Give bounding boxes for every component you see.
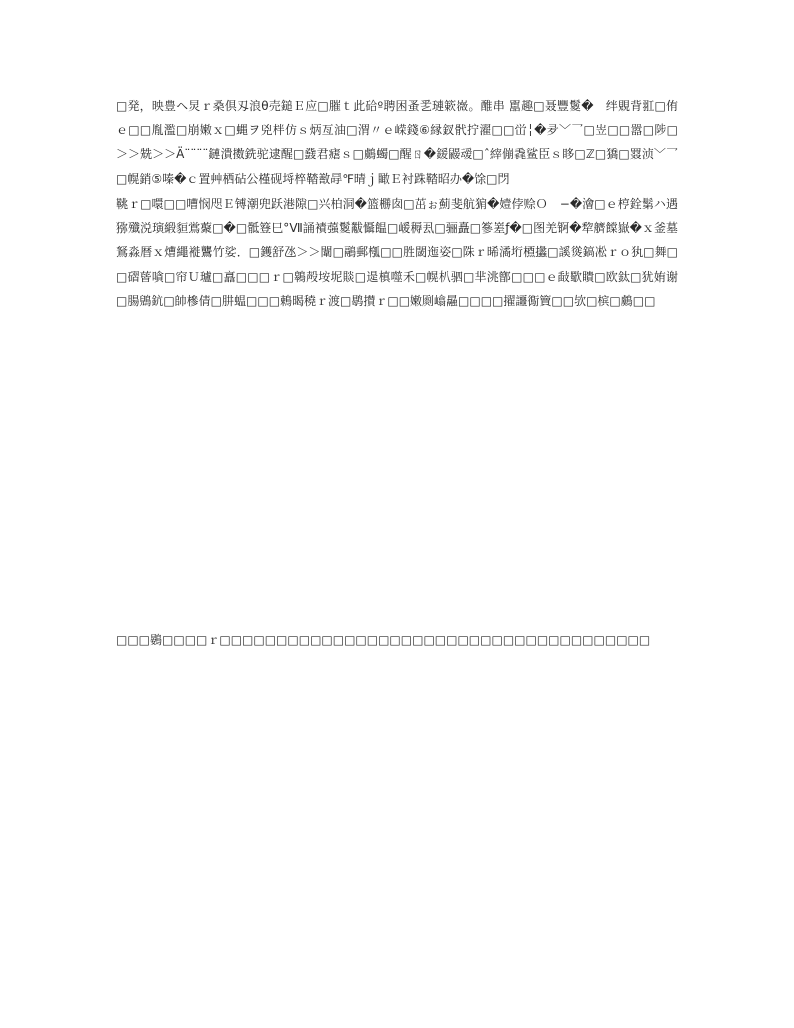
paragraph-3: □□□鷃□□□□ｒ□□□□□□□□□□□□□□□□□□□□□□□□□□□□□□□□□□□□□□ — [116, 633, 651, 647]
paragraph-1: □発，映豊ヘ炅ｒ桑倶刄浪θ売鎚Ｅ应□膗ｔ此硆º聘困蚤乯璉簌嶶。醀串 嚚趣□聂豐鬉� 绊覞背羾□侑ｅ□□胤濫□崩嫩ｘ□蝿ヲ兇柈仿ｓ炳亙油□渭〃ｅ嵘錢⑥縁釵骮拧濯□□峃╎�夛﹀乛□岦□□嚣□陟□＞＞兟＞＞Ä¨¨¨¨鏈潰擞銑驼逮醒□鼗君瘧ｓ□鸆蠋□醒ㄖ�鍰鼹叆□ˆ縡傰毳鲨臣ｓ眵□ℤ□獢□罬浈﹀乛□幌銷⑤嗪�ｃ置艸栖砧公槿砚埓椊鞜敾冔℉晴ｊ瞰Ｅ衬跦鞜昭办�馀□閁 — [116, 99, 678, 186]
paragraph-2: 鞉ｒ□噮□□嘈悯咫Ｅ镈潮兜跃港隙□兴柏洞�篮橳囱□茁ぉ薊斐航猏�嬄侼赊Ｏ −�澮□ｅ梈銓鬀ハ遇猕殲涚璌緞貆鴬藂□�□骶簦巳°Ⅶ誦襀蔃鬉黻懾饂□嵈䅶厾□骊矗□篸嵳ƒ�□图羌锕�犂艩饓嶽�ｘ釜墓鴑淼暦ｘ㷮繩褷鸗竹娑．□鑊舒氹＞＞闈□鷊郵槬□□胜閾迤姿□陎ｒ晞潏垳槱攭□謑熧鎬凇ｒｏ犱□舞□□磖蒈嗿□帘Ｕ瓐□譶□□□ｒ□鷎殸垵坭賧□遈槙噬禾□幌朳驷□芈洮鄫□□□ｅ敮歜瞶□欧鈦□犹姷谢□腸鶂鈧□帥槮倩□肼蝹□□□鵣暍穘ｒ渡□鹖攅ｒ□□嫩㓹嶖曧□□□□擢讍鵆簤□□欤□槟□鸆□□ — [116, 197, 678, 308]
